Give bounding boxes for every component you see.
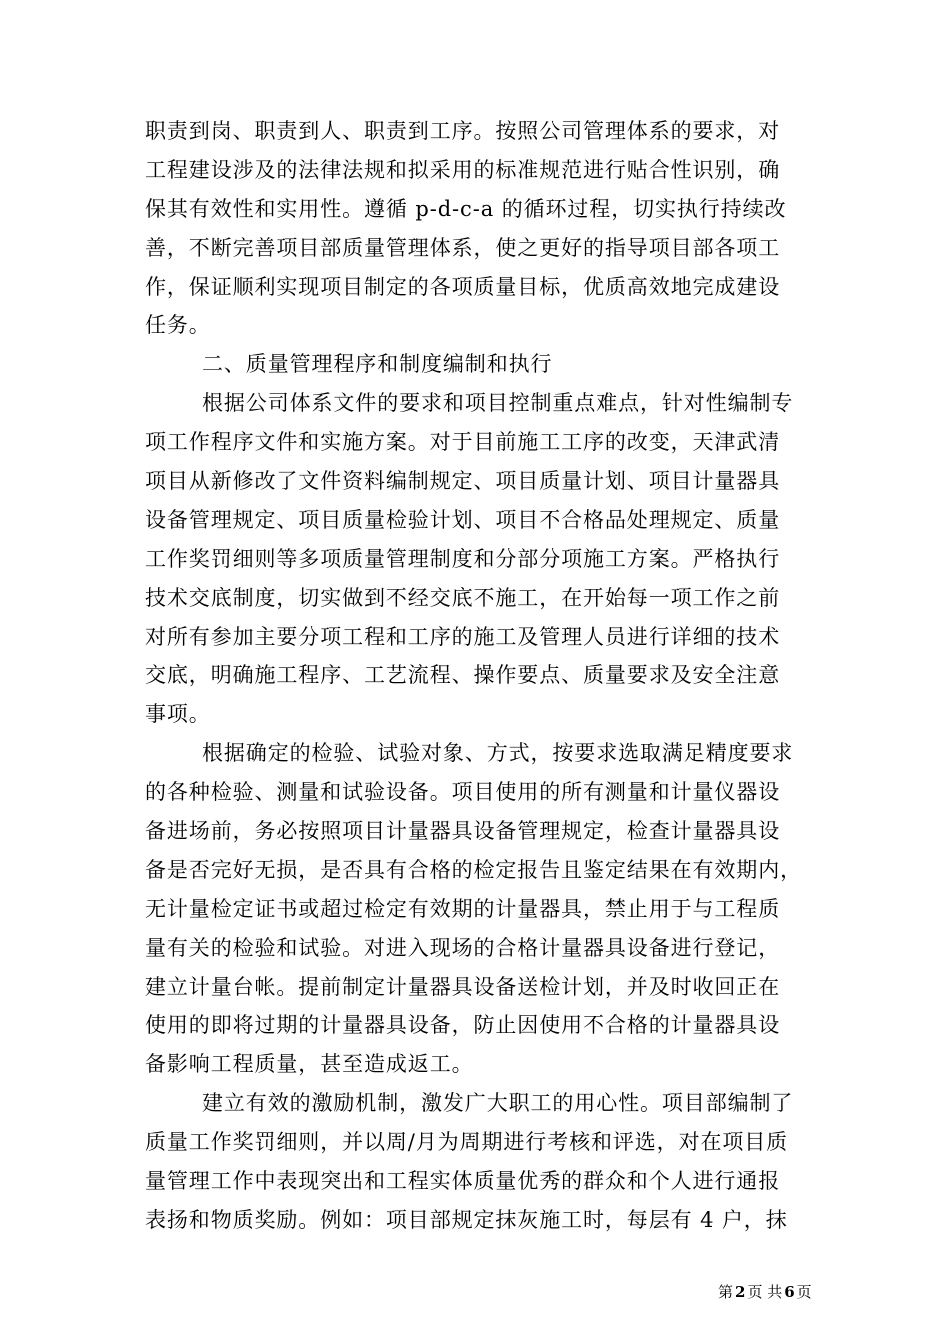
total-page-number: 6 <box>784 1283 795 1301</box>
text-line: 量管理工作中表现突出和工程实体质量优秀的群众和个人进行通报 <box>145 1169 781 1194</box>
text-line: 事项。 <box>145 702 211 727</box>
text-line: 备是否完好无损，是否具有合格的检定报告且鉴定结果在有效期内， <box>145 857 802 882</box>
text-line: 对所有参加主要分项工程和工序的施工及管理人员进行详细的技术 <box>145 624 781 649</box>
section-heading: 二、质量管理程序和制度编制和执行 <box>202 352 553 377</box>
footer-suffix: 页 <box>796 1283 812 1301</box>
text-line: 备进场前，务必按照项目计量器具设备管理规定，检查计量器具设 <box>145 819 781 844</box>
text-line: 的各种检验、测量和试验设备。项目使用的所有测量和计量仪器设 <box>145 780 781 805</box>
footer-prefix: 第 <box>718 1283 734 1301</box>
text-line: 无计量检定证书或超过检定有效期的计量器具，禁止用于与工程质 <box>145 896 781 921</box>
text-line: 技术交底制度，切实做到不经交底不施工，在开始每一项工作之前 <box>145 585 781 610</box>
text-line: 保其有效性和实用性。遵循 p-d-c-a 的循环过程，切实执行持续改 <box>145 196 787 221</box>
text-line: 质量工作奖罚细则，并以周/月为周期进行考核和评选，对在项目质 <box>145 1130 789 1155</box>
body-text <box>145 112 810 1240</box>
footer-middle: 页 共 <box>747 1283 783 1301</box>
text-line: 项目从新修改了文件资料编制规定、项目质量计划、项目计量器具 <box>145 469 781 494</box>
page-number-footer <box>718 1282 812 1302</box>
text-line: 根据公司体系文件的要求和项目控制重点难点，针对性编制专 <box>202 391 794 416</box>
text-line: 备影响工程质量，甚至造成返工。 <box>145 1052 474 1077</box>
text-line: 任务。 <box>145 313 211 338</box>
text-line: 量有关的检验和试验。对进入现场的合格计量器具设备进行登记， <box>145 935 781 960</box>
text-line: 表扬和物质奖励。例如：项目部规定抹灰施工时，每层有 4 户，抹 <box>145 1207 788 1232</box>
text-line: 建立计量台帐。提前制定计量器具设备送检计划，并及时收回正在 <box>145 974 781 999</box>
text-line: 作，保证顺利实现项目制定的各项质量目标，优质高效地完成建设 <box>145 274 781 299</box>
text-line: 工作奖罚细则等多项质量管理制度和分部分项施工方案。严格执行 <box>145 546 781 571</box>
text-line: 使用的即将过期的计量器具设备，防止因使用不合格的计量器具设 <box>145 1013 781 1038</box>
text-line: 设备管理规定、项目质量检验计划、项目不合格品处理规定、质量 <box>145 507 781 532</box>
text-line: 善，不断完善项目部质量管理体系，使之更好的指导项目部各项工 <box>145 235 781 260</box>
text-line: 职责到岗、职责到人、职责到工序。按照公司管理体系的要求，对 <box>145 119 781 143</box>
text-line: 交底，明确施工程序、工艺流程、操作要点、质量要求及安全注意 <box>145 663 781 688</box>
text-line: 工程建设涉及的法律法规和拟采用的标准规范进行贴合性识别，确 <box>145 157 781 182</box>
text-line: 项工作程序文件和实施方案。对于目前施工工序的改变，天津武清 <box>145 430 781 455</box>
current-page-number: 2 <box>735 1283 746 1301</box>
text-line: 根据确定的检验、试验对象、方式，按要求选取满足精度要求 <box>202 741 794 766</box>
text-line: 建立有效的激励机制，激发广大职工的用心性。项目部编制了 <box>202 1091 794 1116</box>
